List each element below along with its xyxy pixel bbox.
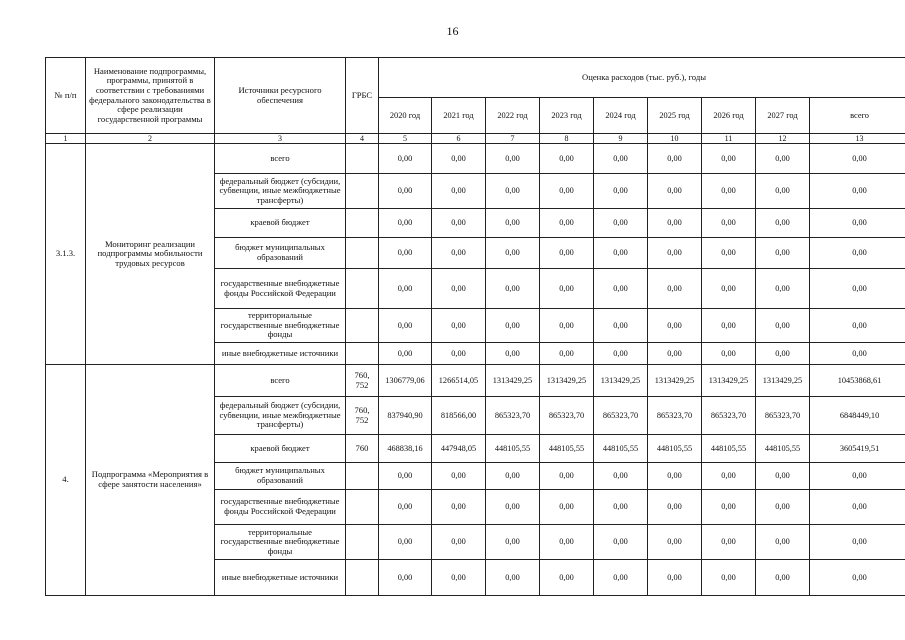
year-value: 1306779,06: [379, 365, 432, 397]
column-number: 13: [810, 134, 905, 144]
header-name: Наименование подпрограммы, программы, принятой в соответствии с требованиями федерального законодательства в сфере реализации государственной программы: [86, 58, 215, 134]
year-value: 0,00: [756, 209, 810, 238]
year-value: 0,00: [594, 209, 648, 238]
header-grbs: ГРБС: [346, 58, 379, 134]
year-value: 0,00: [648, 309, 702, 343]
year-value: 0,00: [756, 309, 810, 343]
grbs-code: [346, 490, 379, 525]
grbs-code: [346, 209, 379, 238]
year-value: 0,00: [594, 174, 648, 209]
year-value: 0,00: [540, 309, 594, 343]
grbs-code: 760, 752: [346, 397, 379, 435]
year-value: 0,00: [486, 463, 540, 490]
year-value: 837940,90: [379, 397, 432, 435]
year-value: 0,00: [648, 490, 702, 525]
year-value: 0,00: [702, 209, 756, 238]
year-value: 0,00: [702, 309, 756, 343]
grbs-code: [346, 560, 379, 596]
year-value: 0,00: [648, 209, 702, 238]
year-value: 0,00: [756, 560, 810, 596]
year-value: 0,00: [540, 174, 594, 209]
grbs-code: [346, 343, 379, 365]
year-value: 0,00: [702, 463, 756, 490]
year-value: 0,00: [379, 209, 432, 238]
year-value: 0,00: [486, 174, 540, 209]
header-year: 2027 год: [756, 98, 810, 134]
page-number: 16: [446, 24, 459, 38]
header-year: 2022 год: [486, 98, 540, 134]
year-value: 0,00: [702, 269, 756, 309]
funding-source: всего: [215, 365, 346, 397]
item-name: Подпрограмма «Мероприятия в сфере занятости населения»: [86, 365, 215, 596]
funding-source: федеральный бюджет (субсидии, субвенции, иные межбюджетные трансферты): [215, 174, 346, 209]
grbs-code: 760, 752: [346, 365, 379, 397]
funding-source: федеральный бюджет (субсидии, субвенции, иные межбюджетные трансферты): [215, 397, 346, 435]
year-value: 0,00: [702, 238, 756, 269]
grbs-code: [346, 144, 379, 174]
year-value: 0,00: [540, 490, 594, 525]
total-value: 10453868,61: [810, 365, 905, 397]
column-number: 12: [756, 134, 810, 144]
year-value: 0,00: [486, 343, 540, 365]
year-value: 865323,70: [702, 397, 756, 435]
funding-source: государственные внебюджетные фонды Российской Федерации: [215, 269, 346, 309]
year-value: 0,00: [432, 463, 486, 490]
year-value: 0,00: [432, 209, 486, 238]
year-value: 0,00: [379, 174, 432, 209]
grbs-code: [346, 463, 379, 490]
year-value: 0,00: [648, 463, 702, 490]
year-value: 0,00: [432, 560, 486, 596]
year-value: 0,00: [594, 463, 648, 490]
year-value: 865323,70: [486, 397, 540, 435]
year-value: 0,00: [594, 309, 648, 343]
column-number: 1: [46, 134, 86, 144]
funding-source: бюджет муниципальных образований: [215, 463, 346, 490]
year-value: 0,00: [540, 209, 594, 238]
year-value: 468838,16: [379, 435, 432, 463]
year-value: 0,00: [540, 144, 594, 174]
year-value: 865323,70: [594, 397, 648, 435]
grbs-code: 760: [346, 435, 379, 463]
year-value: 1313429,25: [540, 365, 594, 397]
funding-source: территориальные государственные внебюджетные фонды: [215, 309, 346, 343]
year-value: 0,00: [379, 463, 432, 490]
year-value: 0,00: [379, 238, 432, 269]
year-value: 0,00: [432, 269, 486, 309]
total-value: 0,00: [810, 144, 905, 174]
year-value: 1313429,25: [756, 365, 810, 397]
total-value: 0,00: [810, 309, 905, 343]
year-value: 448105,55: [486, 435, 540, 463]
funding-source: бюджет муниципальных образований: [215, 238, 346, 269]
funding-source: иные внебюджетные источники: [215, 560, 346, 596]
year-value: 448105,55: [648, 435, 702, 463]
year-value: 0,00: [379, 490, 432, 525]
column-number: 5: [379, 134, 432, 144]
year-value: 0,00: [486, 144, 540, 174]
year-value: 1313429,25: [702, 365, 756, 397]
year-value: 0,00: [594, 269, 648, 309]
year-value: 0,00: [540, 269, 594, 309]
year-value: 0,00: [594, 490, 648, 525]
total-value: 0,00: [810, 209, 905, 238]
year-value: 0,00: [702, 560, 756, 596]
year-value: 0,00: [432, 144, 486, 174]
total-value: 0,00: [810, 490, 905, 525]
year-value: 0,00: [702, 174, 756, 209]
year-value: 1313429,25: [486, 365, 540, 397]
year-value: 0,00: [379, 144, 432, 174]
year-value: 0,00: [756, 343, 810, 365]
year-value: 0,00: [648, 238, 702, 269]
year-value: 0,00: [486, 269, 540, 309]
year-value: 448105,55: [702, 435, 756, 463]
column-number: 10: [648, 134, 702, 144]
year-value: 0,00: [432, 238, 486, 269]
year-value: 0,00: [648, 269, 702, 309]
header-year: 2025 год: [648, 98, 702, 134]
year-value: 0,00: [486, 209, 540, 238]
year-value: 0,00: [756, 144, 810, 174]
year-value: 0,00: [486, 525, 540, 560]
year-value: 1313429,25: [648, 365, 702, 397]
item-code: 4.: [46, 365, 86, 596]
header-year: 2021 год: [432, 98, 486, 134]
funding-source: всего: [215, 144, 346, 174]
column-number: 8: [540, 134, 594, 144]
year-value: 1313429,25: [594, 365, 648, 397]
year-value: 0,00: [648, 343, 702, 365]
total-value: 6848449,10: [810, 397, 905, 435]
year-value: 447948,05: [432, 435, 486, 463]
year-value: 0,00: [540, 560, 594, 596]
year-value: 0,00: [594, 144, 648, 174]
year-value: 448105,55: [540, 435, 594, 463]
year-value: 865323,70: [756, 397, 810, 435]
grbs-code: [346, 238, 379, 269]
total-value: 0,00: [810, 560, 905, 596]
year-value: 0,00: [379, 525, 432, 560]
column-number: 4: [346, 134, 379, 144]
year-value: 0,00: [486, 560, 540, 596]
total-value: 0,00: [810, 525, 905, 560]
year-value: 865323,70: [540, 397, 594, 435]
item-code: 3.1.3.: [46, 144, 86, 365]
header-year: 2023 год: [540, 98, 594, 134]
year-value: 0,00: [756, 525, 810, 560]
grbs-code: [346, 269, 379, 309]
column-number: 2: [86, 134, 215, 144]
year-value: 0,00: [756, 269, 810, 309]
year-value: 0,00: [540, 463, 594, 490]
year-value: 0,00: [432, 490, 486, 525]
column-number: 3: [215, 134, 346, 144]
year-value: 0,00: [594, 343, 648, 365]
year-value: 448105,55: [594, 435, 648, 463]
year-value: 0,00: [756, 238, 810, 269]
header-total: всего: [810, 98, 905, 134]
header-estimate: Оценка расходов (тыс. руб.), годы: [379, 58, 905, 98]
year-value: 818566,00: [432, 397, 486, 435]
column-number: 9: [594, 134, 648, 144]
year-value: 0,00: [756, 463, 810, 490]
year-value: 0,00: [702, 490, 756, 525]
funding-source: территориальные государственные внебюджетные фонды: [215, 525, 346, 560]
funding-source: государственные внебюджетные фонды Российской Федерации: [215, 490, 346, 525]
year-value: 865323,70: [648, 397, 702, 435]
year-value: 0,00: [379, 560, 432, 596]
table-row: [46, 144, 905, 174]
year-value: 448105,55: [756, 435, 810, 463]
total-value: 0,00: [810, 174, 905, 209]
year-value: 0,00: [702, 343, 756, 365]
year-value: 0,00: [594, 238, 648, 269]
year-value: 0,00: [540, 238, 594, 269]
total-value: 0,00: [810, 463, 905, 490]
header-num: № п/п: [46, 58, 86, 134]
year-value: 0,00: [540, 525, 594, 560]
year-value: 0,00: [432, 174, 486, 209]
year-value: 0,00: [379, 343, 432, 365]
year-value: 0,00: [432, 343, 486, 365]
total-value: 0,00: [810, 343, 905, 365]
header-sources: Источники ресурсного обеспечения: [215, 58, 346, 134]
year-value: 0,00: [648, 144, 702, 174]
year-value: 0,00: [540, 343, 594, 365]
year-value: 0,00: [432, 525, 486, 560]
table-header: [46, 58, 905, 144]
column-number-row: [46, 134, 905, 144]
year-value: 1266514,05: [432, 365, 486, 397]
year-value: 0,00: [594, 525, 648, 560]
total-value: 0,00: [810, 238, 905, 269]
grbs-code: [346, 174, 379, 209]
total-value: 0,00: [810, 269, 905, 309]
year-value: 0,00: [486, 490, 540, 525]
year-value: 0,00: [702, 525, 756, 560]
item-name: Мониторинг реализации подпрограммы мобильности трудовых ресурсов: [86, 144, 215, 365]
year-value: 0,00: [486, 238, 540, 269]
funding-source: краевой бюджет: [215, 435, 346, 463]
grbs-code: [346, 525, 379, 560]
funding-source: иные внебюджетные источники: [215, 343, 346, 365]
total-value: 3605419,51: [810, 435, 905, 463]
funding-source: краевой бюджет: [215, 209, 346, 238]
year-value: 0,00: [594, 560, 648, 596]
year-value: 0,00: [486, 309, 540, 343]
header-year: 2024 год: [594, 98, 648, 134]
column-number: 7: [486, 134, 540, 144]
table-row: [46, 365, 905, 397]
budget-table: [45, 57, 905, 596]
year-value: 0,00: [432, 309, 486, 343]
column-number: 6: [432, 134, 486, 144]
year-value: 0,00: [648, 174, 702, 209]
table-body: [46, 144, 905, 596]
year-value: 0,00: [756, 490, 810, 525]
year-value: 0,00: [648, 525, 702, 560]
column-number: 11: [702, 134, 756, 144]
header-year: 2026 год: [702, 98, 756, 134]
year-value: 0,00: [756, 174, 810, 209]
header-year: 2020 год: [379, 98, 432, 134]
grbs-code: [346, 309, 379, 343]
year-value: 0,00: [379, 269, 432, 309]
year-value: 0,00: [648, 560, 702, 596]
year-value: 0,00: [702, 144, 756, 174]
year-value: 0,00: [379, 309, 432, 343]
